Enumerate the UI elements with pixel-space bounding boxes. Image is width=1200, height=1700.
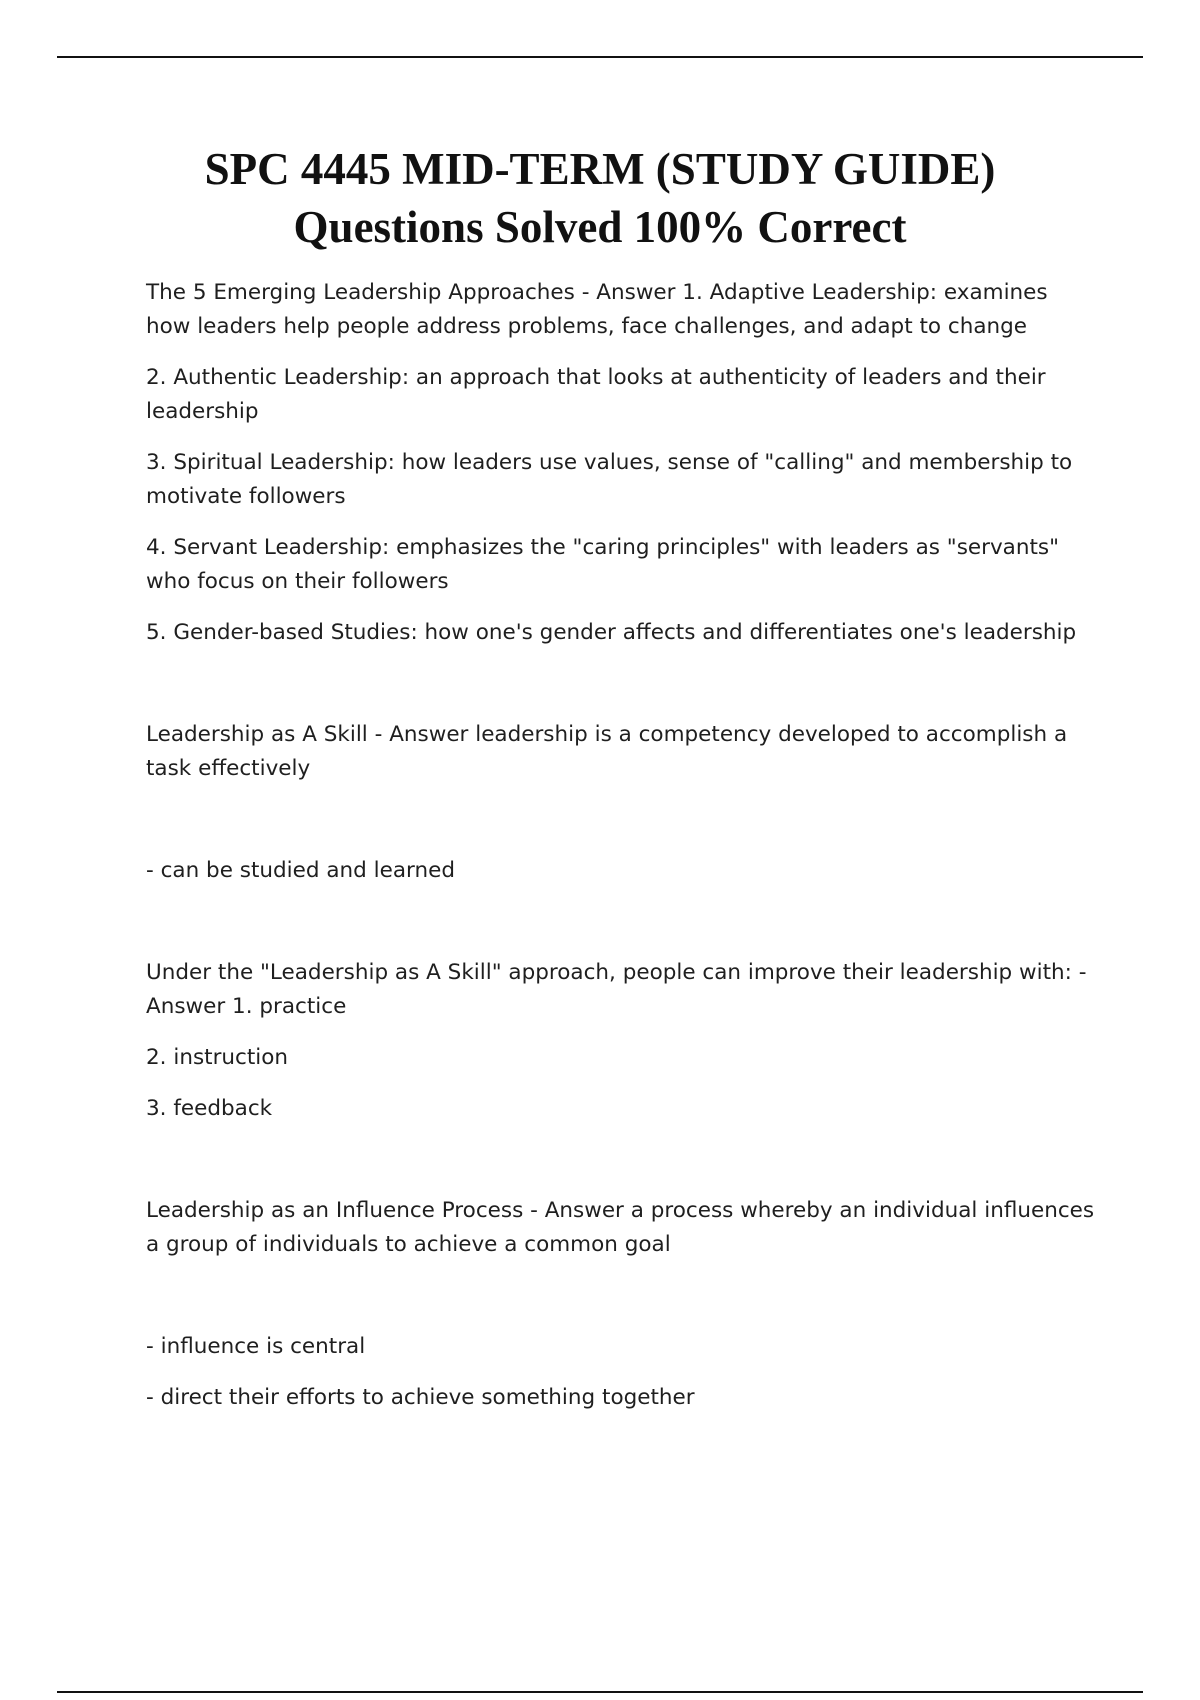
title-line-1: SPC 4445 MID-TERM (STUDY GUIDE) xyxy=(204,144,996,194)
paragraph: 5. Gender-based Studies: how one's gender affects and differentiates one's leadership xyxy=(146,620,1077,645)
section-emerging-approaches xyxy=(146,276,1096,650)
paragraph: - direct their efforts to achieve something together xyxy=(146,1385,695,1410)
paragraph: - can be studied and learned xyxy=(146,858,455,883)
section-influence-process xyxy=(146,1194,1096,1262)
title-line-2: Questions Solved 100% Correct xyxy=(293,202,907,252)
section-skill-improvement xyxy=(146,956,1096,1126)
paragraph: 4. Servant Leadership: emphasizes the "caring principles" with leaders as "servants" who focus on their followers xyxy=(146,535,1060,594)
paragraph: Under the "Leadership as A Skill" approach, people can improve their leadership with: - Answer 1. practice xyxy=(146,960,1087,1019)
document-title xyxy=(0,140,1200,256)
document-body xyxy=(146,276,1096,1415)
paragraph: Leadership as an Influence Process - Answer a process whereby an individual influences a group of individuals to achieve a common goal xyxy=(146,1198,1095,1257)
paragraph: 3. Spiritual Leadership: how leaders use values, sense of "calling" and membership to motivate followers xyxy=(146,450,1073,509)
top-divider xyxy=(57,56,1143,58)
paragraph: 2. Authentic Leadership: an approach that looks at authenticity of leaders and their leadership xyxy=(146,365,1046,424)
section-skill-note xyxy=(146,854,1096,888)
section-influence-notes xyxy=(146,1330,1096,1415)
bottom-divider xyxy=(57,1691,1143,1693)
paragraph: 2. instruction xyxy=(146,1045,289,1070)
section-leadership-skill xyxy=(146,718,1096,786)
paragraph: 3. feedback xyxy=(146,1096,273,1121)
paragraph: - influence is central xyxy=(146,1334,366,1359)
paragraph: Leadership as A Skill - Answer leadership is a competency developed to accomplish a task effectively xyxy=(146,722,1068,781)
paragraph: The 5 Emerging Leadership Approaches - Answer 1. Adaptive Leadership: examines how leaders help people address problems, face challenges, and adapt to change xyxy=(146,280,1048,339)
